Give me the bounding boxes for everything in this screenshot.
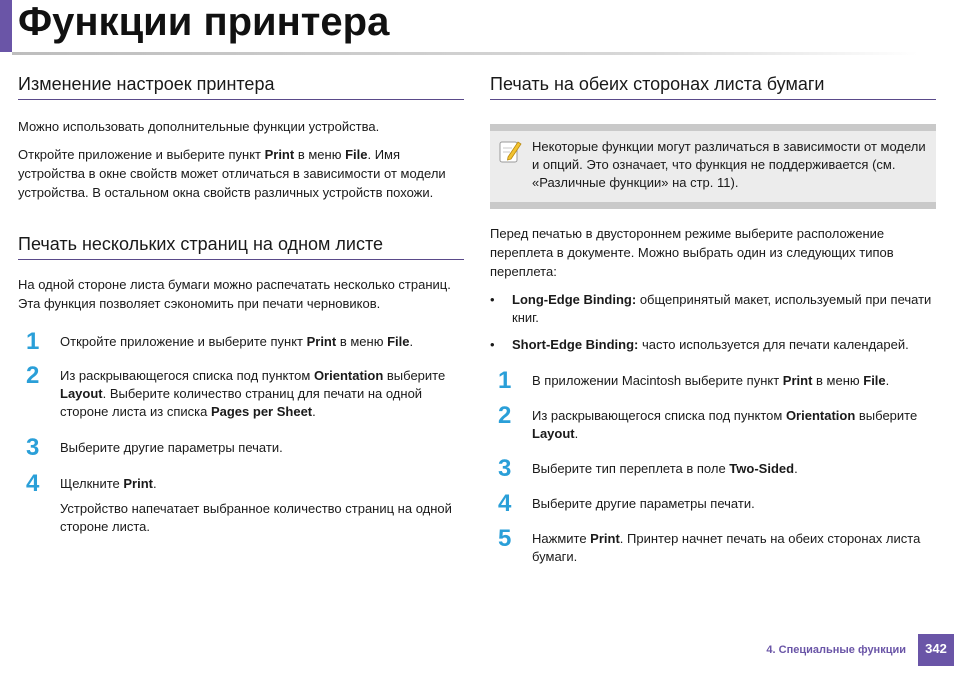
text: . Имя устройства в окне свойств может отличаться в зависимости от модели устройства. В остальном окна свойств различных устройств похожи. [18,147,446,200]
note-box [490,124,936,209]
text: . [574,426,579,441]
text: Откройте приложение и выберите пункт [18,147,265,162]
text: . [312,404,316,419]
step-number: 4 [26,470,40,497]
page-title: Функции принтера [18,0,390,44]
text: . Принтер начнет печать на обеих сторонах листа бумаги. [532,531,921,564]
step-text: Выберите другие параметры печати. [60,440,283,455]
ui-term: Print [264,147,295,162]
text: . [409,334,414,349]
title-accent-bar [0,0,12,52]
footer-chapter-label: 4. Специальные функции [766,644,906,656]
binding-term: Short-Edge Binding: [512,337,639,352]
ui-term: File [345,147,368,162]
text: . [885,373,890,388]
step-number: 3 [26,434,40,461]
step-number: 2 [26,362,40,389]
section-heading-duplex: Печать на обеих сторонах листа бумаги [490,74,936,100]
bullet-dot: • [490,292,495,307]
step-text [532,460,936,478]
note-pencil-icon [498,139,522,165]
note-text: Некоторые функции могут различаться в зависимости от модели и опций. Это означает, что функция не поддерживается (см. «Различные функции» на стр. 11). [532,139,926,190]
paragraph-multi-intro: На одной стороне листа бумаги можно распечатать несколько страниц. Эта функция позволяет сэкономить при печати черновиков. [18,277,451,311]
step-number: 5 [498,525,512,552]
text: выберите [855,408,918,423]
section-heading-printer-settings: Изменение настроек принтера [18,74,464,100]
step-number: 3 [498,455,512,482]
text: в меню [294,147,346,162]
text: часто используется для печати календарей. [638,337,909,352]
bullet-dot: • [490,337,495,352]
step-text [60,333,464,351]
ui-term: Orientation [313,368,384,383]
ui-term: Layout [532,426,575,441]
paragraph-intro: Можно использовать дополнительные функции устройства. [18,119,380,134]
text: Выберите тип переплета в поле [532,461,730,476]
step-text [60,367,464,421]
ui-term: File [387,334,410,349]
text: выберите [383,368,446,383]
step-number: 1 [26,328,40,355]
bullet-text [512,336,936,354]
step-result: Устройство напечатает выбранное количество страниц на одной стороне листа. [60,501,452,534]
step-number: 1 [498,367,512,394]
ui-term: Print [306,334,337,349]
text: в меню [336,334,388,349]
ui-term: Orientation [785,408,856,423]
text: . Выберите количество страниц для печати на одной стороне листа из списка [60,386,423,419]
step-number: 2 [498,402,512,429]
ui-term: File [863,373,886,388]
text: Щелкните [60,476,124,491]
text: общепринятый макет, используемый при печати книг. [512,292,932,325]
paragraph-open-app [18,145,464,202]
ui-term: Two-Sided [729,461,795,476]
step-text [532,407,936,443]
paragraph-duplex-intro: Перед печатью в двустороннем режиме выберите расположение переплета в документе. Можно выбрать один из следующих типов переплета: [490,226,894,279]
text: Из раскрывающегося списка под пунктом [60,368,314,383]
ui-term: Pages per Sheet [210,404,313,419]
step-text [532,530,936,566]
binding-term: Long-Edge Binding: [512,292,637,307]
step-text [60,475,464,493]
ui-term: Print [123,476,153,491]
page-number-badge: 342 [918,634,954,666]
text: Из раскрывающегося списка под пунктом [532,408,786,423]
ui-term: Layout [60,386,103,401]
ui-term: Print [782,373,813,388]
step-number: 4 [498,490,512,517]
step-text [532,372,936,390]
text: В приложении Macintosh выберите пункт [532,373,783,388]
ui-term: Print [590,531,620,546]
text: Откройте приложение и выберите пункт [60,334,307,349]
text: в меню [812,373,864,388]
bullet-text [512,291,936,327]
text: . [794,461,798,476]
text: . [152,476,157,491]
title-divider [12,52,918,55]
step-text: Выберите другие параметры печати. [532,496,755,511]
text: Нажмите [532,531,591,546]
section-heading-multiple-pages: Печать нескольких страниц на одном листе [18,234,464,260]
